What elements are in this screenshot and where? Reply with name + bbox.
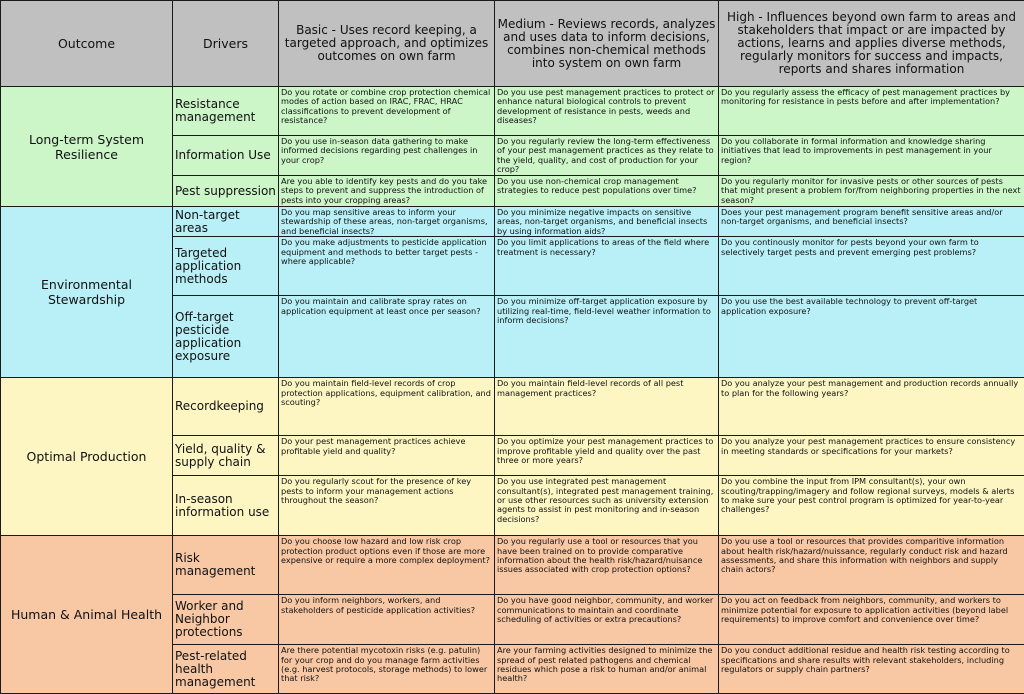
high-question: Do you collaborate in formal information and knowledge sharing initiatives that lead to improvements in pest management in your region? xyxy=(719,136,1024,176)
high-question: Do you analyze your pest management and production records annually to plan for the following years? xyxy=(719,378,1024,436)
high-question: Do you combine the input from IPM consultant(s), your own scouting/trapping/imagery and follow regional surveys, models & alerts to make sure your pest control program is optimized for year-to-year challenges? xyxy=(719,476,1024,536)
basic-question: Do you inform neighbors, workers, and stakeholders of pesticide application activities? xyxy=(279,595,495,645)
basic-question: Do you maintain and calibrate spray rates on application equipment at least once per season? xyxy=(279,296,495,378)
basic-question: Are you able to identify key pests and do you take steps to prevent and suppress the introduction of pests into your cropping areas? xyxy=(279,176,495,207)
high-level-header: High - Influences beyond own farm to areas and stakeholders that impact or are impacted by actions, learns and applies diverse methods, regularly monitors for success and impacts, reports and shares information xyxy=(719,1,1024,87)
basic-question: Are there potential mycotoxin risks (e.g. patulin) for your crop and do you manage farm activities (e.g. harvest protocols, storage methods) to lower that risk? xyxy=(279,645,495,694)
driver-cell: Yield, quality & supply chain xyxy=(173,436,279,476)
basic-level-header: Basic - Uses record keeping, a targeted approach, and optimizes outcomes on own farm xyxy=(279,1,495,87)
outcome-cell-resilience: Long-term System Resilience xyxy=(1,87,173,207)
driver-cell: Information Use xyxy=(173,136,279,176)
high-question: Do you regularly assess the efficacy of pest management practices by monitoring for resistance in pests before and after implementation? xyxy=(719,87,1024,136)
basic-question: Do you map sensitive areas to inform your stewardship of these areas, non-target organisms, and beneficial insects? xyxy=(279,207,495,237)
medium-question: Do you minimize off-target application exposure by utilizing real-time, field-level weather information to inform decisions? xyxy=(495,296,719,378)
high-question: Do you conduct additional residue and health risk testing according to specifications and share results with relevant stakeholders, including regulators or supply chain partners? xyxy=(719,645,1024,694)
medium-level-header: Medium - Reviews records, analyzes and uses data to inform decisions, combines non-chemical methods into system on own farm xyxy=(495,1,719,87)
driver-cell: Pest suppression xyxy=(173,176,279,207)
medium-question: Do you regularly use a tool or resources that you have been trained on to provide comparative information about the health risk/hazard/nuisance issues associated with crop protection options? xyxy=(495,536,719,595)
medium-question: Do you minimize negative impacts on sensitive areas, non-target organisms, and beneficial insects by using information aids? xyxy=(495,207,719,237)
drivers-header: Drivers xyxy=(173,1,279,87)
high-question: Do you use a tool or resources that provides comparitive information about health risk/hazard/nuissance, regularly conduct risk and hazard assessments, and share this information with neighbors and supply chain actors? xyxy=(719,536,1024,595)
basic-question: Do you rotate or combine crop protection chemical modes of action based on IRAC, FRAC, HRAC classifications to prevent development of resistance? xyxy=(279,87,495,136)
medium-question: Do you regularly review the long-term effectiveness of your pest management practices as they relate to the yield, quality, and cost of production for your crop? xyxy=(495,136,719,176)
driver-cell: Non-target areas xyxy=(173,207,279,237)
basic-question: Do you regularly scout for the presence of key pests to inform your management actions throughout the season? xyxy=(279,476,495,536)
driver-cell: Off-target pesticide application exposure xyxy=(173,296,279,378)
medium-question: Do you use non-chemical crop management strategies to reduce pest populations over time? xyxy=(495,176,719,207)
basic-question: Do your pest management practices achieve profitable yield and quality? xyxy=(279,436,495,476)
header-row xyxy=(1,1,1024,87)
high-question: Do you act on feedback from neighbors, community, and workers to minimize potential for exposure to application activities (beyond label requirements) to improve comfort and convenience over time? xyxy=(719,595,1024,645)
driver-cell: Resistance management xyxy=(173,87,279,136)
outcome-cell-health: Human & Animal Health xyxy=(1,536,173,694)
outcome-cell-production: Optimal Production xyxy=(1,378,173,536)
basic-question: Do you maintain field-level records of crop protection applications, equipment calibration, and scouting? xyxy=(279,378,495,436)
table-row xyxy=(1,207,1024,237)
driver-cell: In-season information use xyxy=(173,476,279,536)
medium-question: Are your farming activities designed to minimize the spread of pest related pathogens and chemical residues which pose a risk to human and/or animal health? xyxy=(495,645,719,694)
high-question: Do you use the best available technology to prevent off-target application exposure? xyxy=(719,296,1024,378)
medium-question: Do you limit applications to areas of the field where treatment is necessary? xyxy=(495,237,719,296)
outcome-cell-stewardship: Environmental Stewardship xyxy=(1,207,173,378)
medium-question: Do you use pest management practices to protect or enhance natural biological controls to prevent development of resistance in pests, weeds and diseases? xyxy=(495,87,719,136)
driver-cell: Pest-related health management xyxy=(173,645,279,694)
driver-cell: Risk management xyxy=(173,536,279,595)
high-question: Do you continously monitor for pests beyond your own farm to selectively target pests and prevent emerging pest problems? xyxy=(719,237,1024,296)
high-question: Does your pest management program benefit sensitive areas and/or non-target organisms, and beneficial insects? xyxy=(719,207,1024,237)
medium-question: Do you have good neighbor, community, and worker communications to maintain and coordinate scheduling of activities or extra precautions? xyxy=(495,595,719,645)
table-row xyxy=(1,536,1024,595)
medium-question: Do you use integrated pest management consultant(s), integrated pest management training, or use other resources such as university extension agents to assist in pest monitoring and in-season decisions? xyxy=(495,476,719,536)
medium-question: Do you optimize your pest management practices to improve profitable yield and quality over the past three or more years? xyxy=(495,436,719,476)
basic-question: Do you use in-season data gathering to make informed decisions regarding pest challenges in your crop? xyxy=(279,136,495,176)
table-row xyxy=(1,87,1024,136)
basic-question: Do you make adjustments to pesticide application equipment and methods to better target pests -where applicable? xyxy=(279,237,495,296)
basic-question: Do you choose low hazard and low risk crop protection product options even if those are more expensive or require a more complex deployment? xyxy=(279,536,495,595)
high-question: Do you regularly monitor for invasive pests or other sources of pests that might present a problem for/from neighboring properties in the next season? xyxy=(719,176,1024,207)
table-row xyxy=(1,378,1024,436)
high-question: Do you analyze your pest management practices to ensure consistency in meeting standards or specifications for your markets? xyxy=(719,436,1024,476)
outcome-header: Outcome xyxy=(1,1,173,87)
medium-question: Do you maintain field-level records of all pest management practices? xyxy=(495,378,719,436)
driver-cell: Recordkeeping xyxy=(173,378,279,436)
driver-cell: Worker and Neighbor protections xyxy=(173,595,279,645)
driver-cell: Targeted application methods xyxy=(173,237,279,296)
